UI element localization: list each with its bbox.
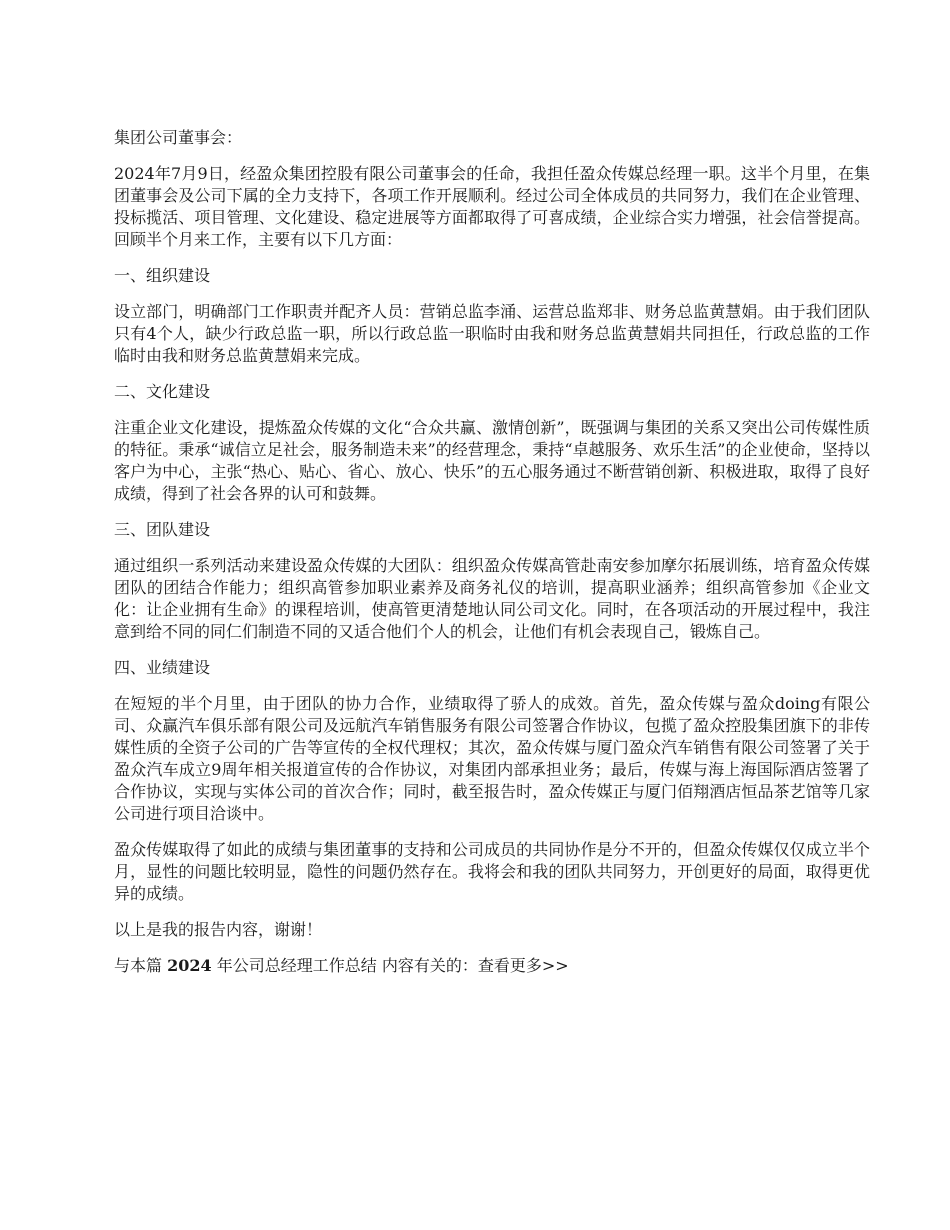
salutation: 集团公司董事会：	[114, 128, 243, 147]
section-heading-team: 三、团队建设	[114, 520, 211, 539]
related-title: 年公司总经理工作总结	[216, 956, 377, 975]
closing-paragraph: 盈众传媒取得了如此的成绩与集团董事的支持和公司成员的共同协作是分不开的，但盈众传媒仅仅成立半个月，显性的问题比较明显，隐性的问题仍然存在。我将会和我的团队共同努力，开创更好的局面，取得更优异的成绩。	[114, 840, 870, 903]
related-title-year: 2024	[167, 956, 212, 975]
related-articles-line	[114, 955, 870, 977]
section-body-team: 通过组织一系列活动来建设盈众传媒的大团队：组织盈众传媒高管赴南安参加摩尔拓展训练，培育盈众传媒团队的团结合作能力；组织高管参加职业素养及商务礼仪的培训，提高职业涵养；组织高管参加《企业文化：让企业拥有生命》的课程培训，使高管更清楚地认同公司文化。同时，在各项活动的开展过程中，我注意到给不同的同仁们制造不同的又适合他们个人的机会，让他们有机会表现自己，锻炼自己。	[114, 556, 870, 641]
thanks-line: 以上是我的报告内容，谢谢！	[114, 920, 323, 939]
view-more-link[interactable]: 查看更多>>	[477, 956, 569, 975]
section-body-organization: 设立部门，明确部门工作职责并配齐人员：营销总监李涌、运营总监郑非、财务总监黄慧娟。由于我们团队只有4个人，缺少行政总监一职，所以行政总监一职临时由我和财务总监黄慧娟共同担任，行政总监的工作临时由我和财务总监黄慧娟来完成。	[114, 302, 870, 365]
section-body-culture: 注重企业文化建设，提炼盈众传媒的文化“合众共赢、激情创新”，既强调与集团的关系又突出公司传媒性质的特征。秉承“诚信立足社会，服务制造未来”的经营理念，秉持“卓越服务、欢乐生活”的企业使命，坚持以客户为中心，主张“热心、贴心、省心、放心、快乐”的五心服务通过不断营销创新、积极进取，取得了良好成绩，得到了社会各界的认可和鼓舞。	[114, 418, 870, 503]
intro-paragraph: 2024年7月9日，经盈众集团控股有限公司董事会的任命，我担任盈众传媒总经理一职。这半个月里，在集团董事会及公司下属的全力支持下，各项工作开展顺利。经过公司全体成员的共同努力，我们在企业管理、投标揽活、项目管理、文化建设、稳定进展等方面都取得了可喜成绩，企业综合实力增强，社会信誉提高。回顾半个月来工作，主要有以下几方面：	[114, 164, 870, 249]
section-body-performance: 在短短的半个月里，由于团队的协力合作，业绩取得了骄人的成效。首先，盈众传媒与盈众doing有限公司、众赢汽车俱乐部有限公司及远航汽车销售服务有限公司签署合作协议，包揽了盈众控股集团旗下的非传媒性质的全资子公司的广告等宣传的全权代理权；其次，盈众传媒与厦门盈众汽车销售有限公司签署了关于盈众汽车成立9周年相关报道宣传的合作协议，对集团内部承担业务；最后，传媒与海上海国际酒店签署了合作协议，实现与实体公司的首次合作；同时，截至报告时，盈众传媒正与厦门佰翔酒店恒品茶艺馆等几家公司进行项目洽谈中。	[114, 694, 870, 823]
section-heading-performance: 四、业绩建设	[114, 658, 211, 677]
section-heading-organization: 一、组织建设	[114, 266, 211, 285]
section-heading-culture: 二、文化建设	[114, 382, 211, 401]
related-suffix: 内容有关的：	[381, 956, 478, 975]
related-prefix: 与本篇	[114, 956, 163, 975]
